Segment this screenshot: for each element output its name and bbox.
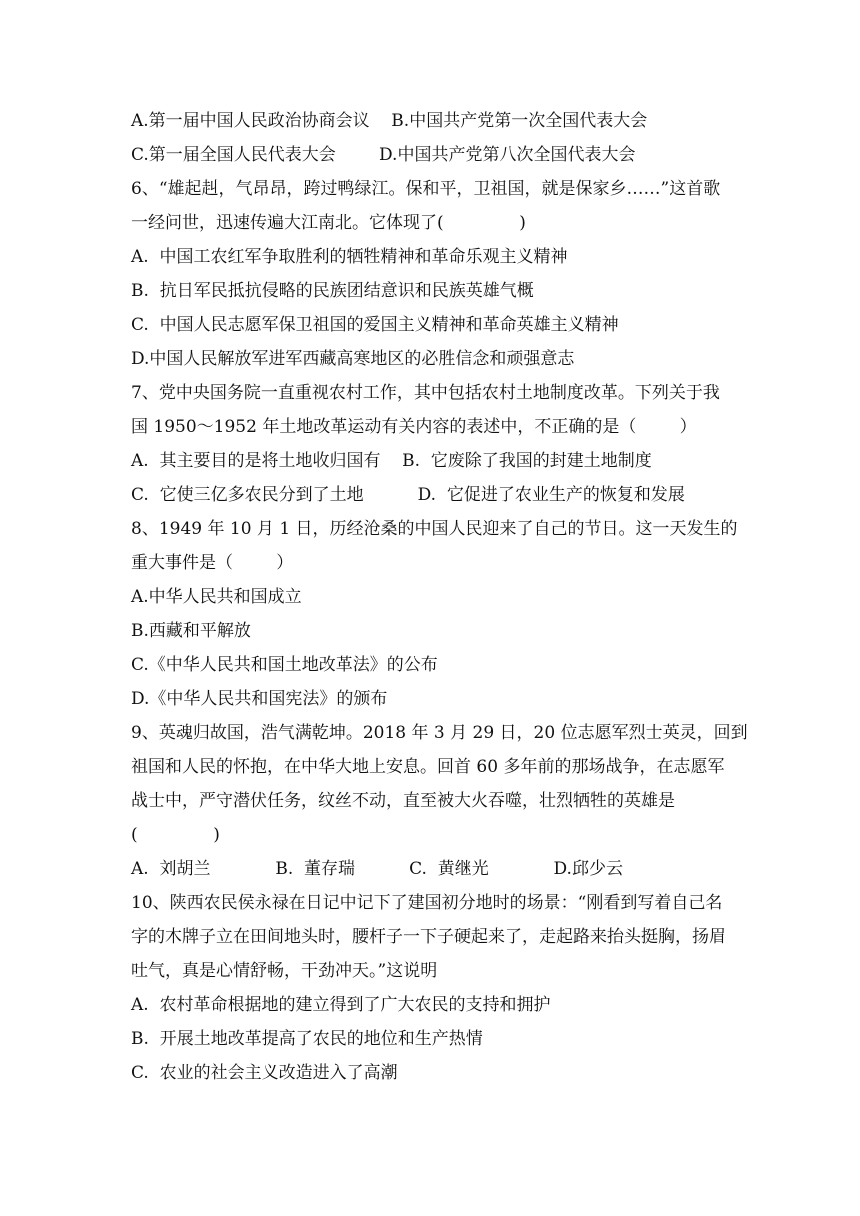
text-line: A. 其主要目的是将土地收归国有 B. 它废除了我国的封建土地制度 [131,451,652,471]
text-line: 10、陕西农民侯永禄在日记中记下了建国初分地时的场景：“刚看到写着自己名 [131,893,723,913]
text-line: 战士中，严守潜伏任务，纹丝不动，直至被大火吞噬，壮烈牺牲的英雄是 [131,791,675,811]
text-line: C. 中国人民志愿军保卫祖国的爱国主义精神和革命英雄主义精神 [131,315,619,335]
text-line: C. 它使三亿多农民分到了土地 D. 它促进了农业生产的恢复和发展 [131,485,685,505]
text-line: C.《中华人民共和国土地改革法》的公布 [131,655,438,675]
text-line: B.西藏和平解放 [131,621,251,641]
text-line: A.第一届中国人民政治协商会议 B.中国共产党第一次全国代表大会 [131,111,648,131]
text-line: 国 1950～1952 年土地改革运动有关内容的表述中，不正确的是（ ） [131,417,697,437]
text-line: 8、1949 年 10 月 1 日，历经沧桑的中国人民迎来了自己的节日。这一天发生的 [131,519,738,539]
text-line: 一经问世，迅速传遍大江南北。它体现了( ) [131,213,526,233]
text-line: B. 开展土地改革提高了农民的地位和生产热情 [131,1029,483,1049]
text-line: B. 抗日军民抵抗侵略的民族团结意识和民族英雄气概 [131,281,534,301]
text-line: 吐气，真是心情舒畅，干劲冲天。”这说明 [131,961,438,981]
text-line: D.《中华人民共和国宪法》的颁布 [131,689,388,709]
text-line: 重大事件是（ ） [131,553,294,573]
text-line: A. 中国工农红军争取胜利的牺牲精神和革命乐观主义精神 [131,247,568,267]
text-line: 9、英魂归故国，浩气满乾坤。2018 年 3 月 29 日，20 位志愿军烈士英灵，回到 [131,723,748,743]
text-line: A. 刘胡兰 B. 董存瑞 C. 黄继光 D.邱少云 [131,859,623,879]
text-line: ( ) [131,825,220,845]
text-line: 6、“雄起赳，气昂昂，跨过鸭绿江。保和平，卫祖国，就是保家乡……”这首歌 [131,179,721,199]
text-line: A.中华人民共和国成立 [131,587,302,607]
question-text-block [131,104,751,1090]
text-line: A. 农村革命根据地的建立得到了广大农民的支持和拥护 [131,995,551,1015]
text-line: 7、党中央国务院一直重视农村工作，其中包括农村土地制度改革。下列关于我 [131,383,720,403]
text-line: C. 农业的社会主义改造进入了高潮 [131,1063,398,1083]
text-line: D.中国人民解放军进军西藏高寒地区的必胜信念和顽强意志 [131,349,575,369]
text-line: 祖国和人民的怀抱，在中华大地上安息。回首 60 多年前的那场战争，在志愿军 [131,757,725,777]
text-line: C.第一届全国人民代表大会 D.中国共产党第八次全国代表大会 [131,145,636,165]
text-line: 字的木牌子立在田间地头时，腰杆子一下子硬起来了，走起路来抬头挺胸，扬眉 [131,927,726,947]
